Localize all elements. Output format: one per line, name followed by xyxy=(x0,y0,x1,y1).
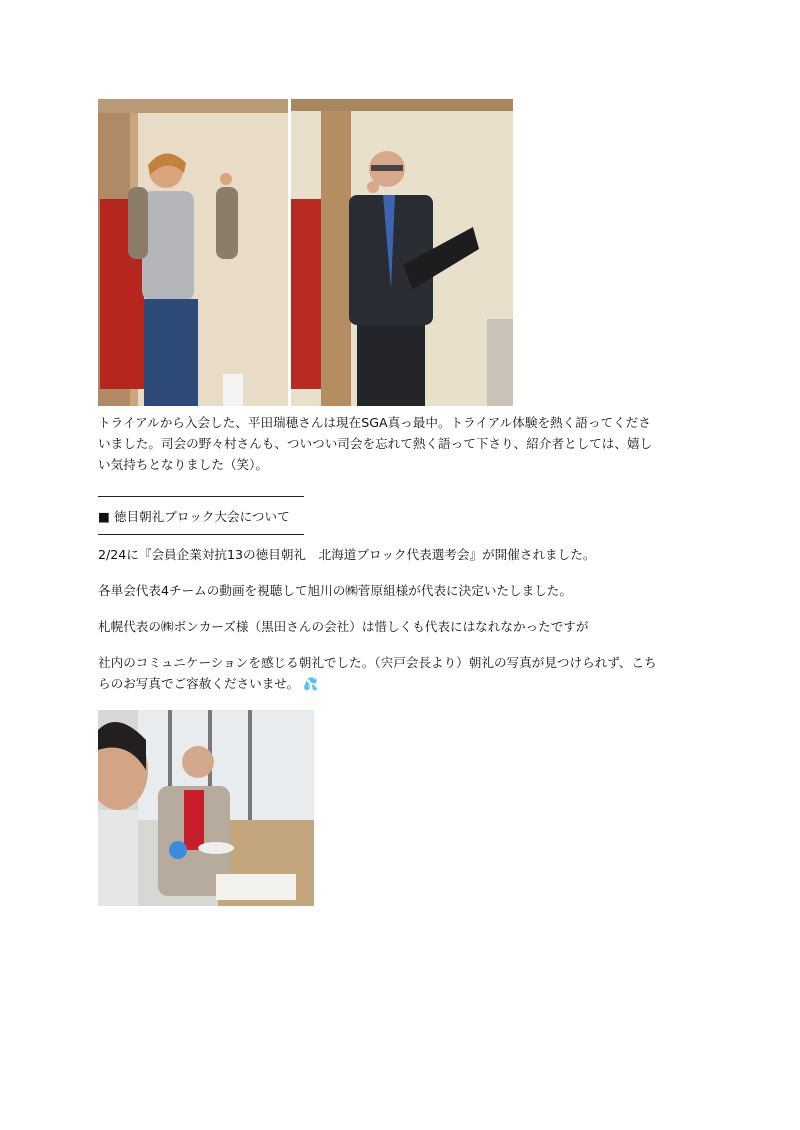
paragraph-announcement: 2/24に『会員企業対抗13の徳目朝礼 北海道ブロック代表選考会』が開催されました。 xyxy=(98,547,596,562)
photo-woman-speaking xyxy=(98,99,288,406)
divider-bottom xyxy=(98,534,304,535)
paragraph-photo-note-2 xyxy=(98,673,698,695)
paragraph-sapporo: 札幌代表の㈱ボンカーズ様（黒田さんの会社）は惜しくも代表にはなれなかったですが xyxy=(98,619,589,634)
caption-line-2: いました。司会の野々村さんも、ついつい司会を忘れて熱く語って下さり、紹介者としては、嬉し xyxy=(98,436,653,451)
section-heading: ■ 徳目朝礼ブロック大会について xyxy=(98,509,290,524)
photo-man-in-suit xyxy=(291,99,513,406)
paragraph-photo-note-1: 社内のコミュニケーションを感じる朝礼でした。（宍戸会長より）朝礼の写真が見つけられず、こち xyxy=(98,655,657,670)
photo-selfie-event xyxy=(98,710,314,906)
sweat-droplets-icon: 💦 xyxy=(303,677,319,691)
divider-top xyxy=(98,496,304,497)
paragraph-decision: 各単会代表4チームの動画を視聴して旭川の㈱菅原組様が代表に決定いたしました。 xyxy=(98,583,572,598)
caption-line-1: トライアルから入会した、平田瑞穂さんは現在SGA真っ最中。トライアル体験を熱く語ってくださ xyxy=(98,415,651,430)
caption-line-3: い気持ちとなりました（笑）。 xyxy=(98,457,269,472)
paragraph-photo-note-2-text: らのお写真でご容赦くださいませ。 xyxy=(98,676,300,691)
